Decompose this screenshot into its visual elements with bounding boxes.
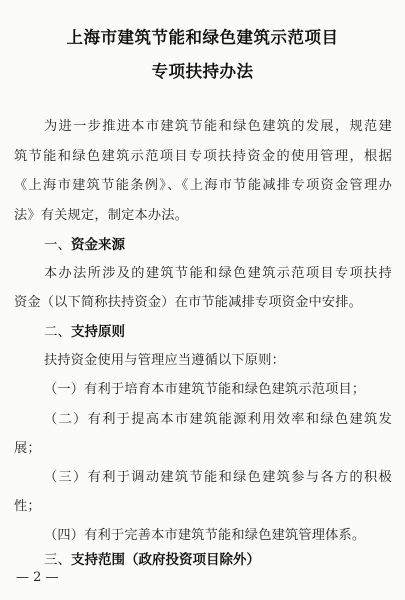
- section-3-title: 支持范围（政府投资项目除外）: [71, 552, 260, 568]
- section-1-line-2: 资金（以下简称扶持资金）在市节能减排专项资金中安排。: [14, 295, 363, 310]
- section-1-number: 一、: [44, 237, 71, 253]
- document-title-line-2: 专项扶持办法: [151, 62, 254, 81]
- section-2-number: 二、: [44, 324, 71, 340]
- section-2-item-3-line-1: （三）有利于调动建筑节能和绿色建筑参与各方的积极: [44, 470, 392, 485]
- section-3-heading: [44, 551, 260, 569]
- section-2-item-2-line-2: 展；: [14, 441, 41, 456]
- section-1-line-1: 本办法所涉及的建筑节能和绿色建筑示范项目专项扶持: [44, 266, 392, 281]
- section-2-heading: [44, 323, 125, 341]
- intro-line-3: 《上海市建筑节能条例》、《上海市节能减排专项资金管理办: [14, 178, 392, 193]
- document-title-line-1: 上海市建筑节能和绿色建筑示范项目: [66, 28, 339, 47]
- section-2-item-1: （一）有利于培育本市建筑节能和绿色建筑示范项目；: [44, 382, 366, 397]
- section-1-title: 资金来源: [71, 237, 125, 253]
- intro-line-4: 法》有关规定，制定本办法。: [14, 208, 189, 223]
- section-2-item-2-line-1: （二）有利于提高本市建筑能源利用效率和绿色建筑发: [44, 412, 392, 427]
- page-number: — 2 —: [16, 570, 59, 585]
- intro-line-1: 为进一步推进本市建筑节能和绿色建筑的发展，规范建: [44, 119, 392, 134]
- section-2-title: 支持原则: [71, 324, 125, 340]
- section-2-item-4: （四）有利于完善本市建筑节能和绿色建筑管理体系。: [44, 528, 366, 543]
- section-1-heading: [44, 236, 125, 254]
- section-2-item-3-line-2: 性；: [14, 499, 41, 514]
- section-2-lead: 扶持资金使用与管理应当遵循以下原则：: [44, 353, 285, 368]
- intro-line-2: 筑节能和绿色建筑示范项目专项扶持资金的使用管理，根据: [14, 149, 392, 164]
- section-3-number: 三、: [44, 552, 71, 568]
